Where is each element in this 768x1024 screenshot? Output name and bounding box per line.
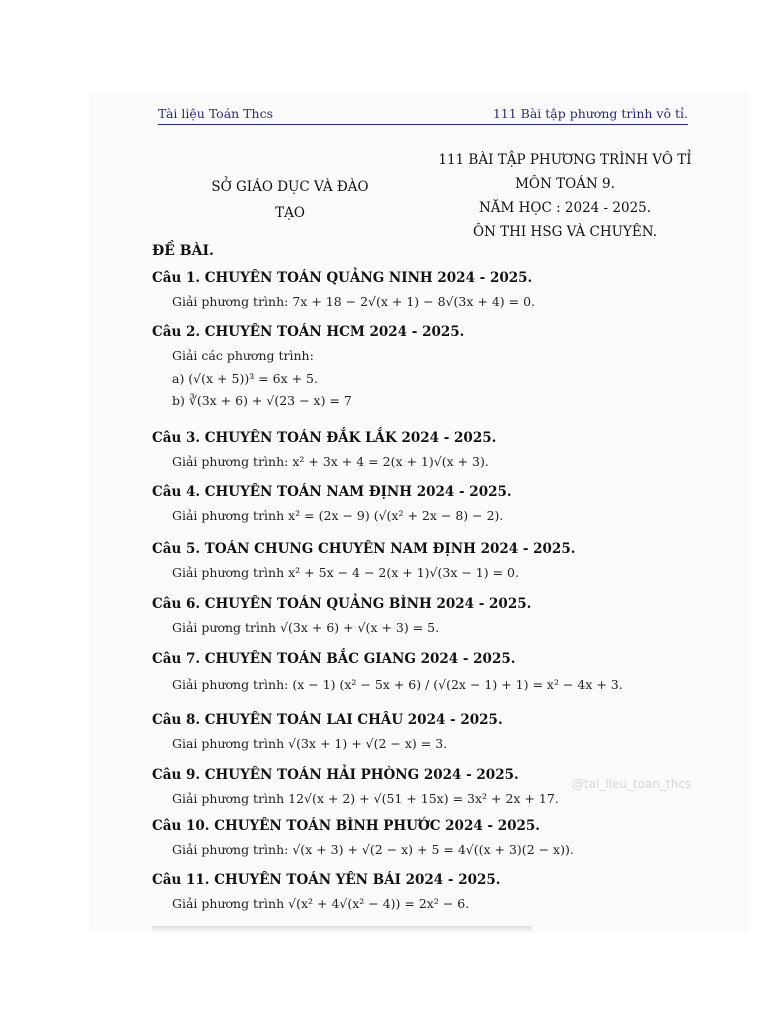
running-header bbox=[158, 106, 688, 125]
issuer-title bbox=[160, 174, 420, 226]
question-text: Giải phương trình: (x − 1) (x² − 5x + 6) / (√(2x − 1) + 1) = x² − 4x + 3. bbox=[172, 677, 623, 692]
issuer-line-2: TẠO bbox=[275, 205, 305, 221]
question-title: Câu 3. CHUYÊN TOÁN ĐẮK LẮK 2024 - 2025. bbox=[152, 430, 497, 446]
question-text: Giải phương trình √(x² + 4√(x² − 4)) = 2x² − 6. bbox=[172, 896, 470, 911]
question-part-b: b) ∛(3x + 6) + √(23 − x) = 7 bbox=[172, 393, 352, 408]
question-title: Câu 8. CHUYÊN TOÁN LAI CHÂU 2024 - 2025. bbox=[152, 712, 503, 728]
header-left: Tài liệu Toán Thcs bbox=[158, 106, 273, 121]
question-title: Câu 5. TOÁN CHUNG CHUYÊN NAM ĐỊNH 2024 - 2025. bbox=[152, 541, 576, 557]
question-text: Giải phương trình: 7x + 18 − 2√(x + 1) − 8√(3x + 4) = 0. bbox=[172, 294, 536, 309]
question-7 bbox=[152, 651, 752, 692]
question-title: Câu 2. CHUYÊN TOÁN HCM 2024 - 2025. bbox=[152, 324, 465, 340]
watermark: @tai_lieu_toan_thcs bbox=[572, 777, 692, 791]
question-text: Giải phương trình x² + 5x − 4 − 2(x + 1)√(3x − 1) = 0. bbox=[172, 565, 519, 580]
question-text: Giai phương trình √(3x + 1) + √(2 − x) = 3. bbox=[172, 736, 448, 751]
header-right: 111 Bài tập phương trình vô tỉ. bbox=[492, 106, 688, 121]
doc-title-line-2: MÔN TOÁN 9. bbox=[515, 176, 615, 192]
question-text: Giải các phương trình: bbox=[172, 348, 314, 363]
question-title: Câu 4. CHUYÊN TOÁN NAM ĐỊNH 2024 - 2025. bbox=[152, 484, 512, 500]
question-1 bbox=[152, 270, 752, 309]
issuer-line-1: SỞ GIÁO DỤC VÀ ĐÀO bbox=[211, 179, 369, 195]
question-5 bbox=[152, 541, 752, 580]
question-text: Giải phương trình x² = (2x − 9) (√(x² + 2x − 8) − 2). bbox=[172, 508, 504, 523]
question-part-a: a) (√(x + 5))³ = 6x + 5. bbox=[172, 371, 318, 386]
document-title bbox=[400, 148, 730, 244]
question-text: Giải pương trình √(3x + 6) + √(x + 3) = 5. bbox=[172, 620, 440, 635]
doc-title-line-1: 111 BÀI TẬP PHƯƠNG TRÌNH VÔ TỈ bbox=[438, 152, 692, 168]
question-text: Giải phương trình: √(x + 3) + √(2 − x) + 5 = 4√((x + 3)(2 − x)). bbox=[172, 842, 574, 857]
question-10 bbox=[152, 818, 752, 857]
doc-title-line-4: ÔN THI HSG VÀ CHUYÊN. bbox=[472, 224, 658, 240]
question-4 bbox=[152, 484, 752, 523]
question-2 bbox=[152, 324, 752, 408]
question-11 bbox=[152, 872, 752, 911]
question-text: Giải phương trình: x² + 3x + 4 = 2(x + 1)√(x + 3). bbox=[172, 454, 489, 469]
question-6 bbox=[152, 596, 752, 635]
question-8 bbox=[152, 712, 752, 751]
doc-title-line-3: NĂM HỌC : 2024 - 2025. bbox=[478, 200, 652, 216]
question-title: Câu 11. CHUYÊN TOÁN YÊN BÁI 2024 - 2025. bbox=[152, 872, 501, 888]
section-title: ĐỀ BÀI. bbox=[152, 243, 214, 259]
question-title: Câu 6. CHUYÊN TOÁN QUẢNG BÌNH 2024 - 2025. bbox=[152, 596, 532, 612]
question-title: Câu 7. CHUYÊN TOÁN BẮC GIANG 2024 - 2025. bbox=[152, 651, 516, 667]
question-3 bbox=[152, 430, 752, 469]
question-title: Câu 1. CHUYÊN TOÁN QUẢNG NINH 2024 - 2025. bbox=[152, 270, 533, 286]
question-text: Giải phương trình 12√(x + 2) + √(51 + 15x) = 3x² + 2x + 17. bbox=[172, 791, 559, 806]
question-title: Câu 10. CHUYÊN TOÁN BÌNH PHƯỚC 2024 - 2025. bbox=[152, 818, 541, 834]
question-title: Câu 9. CHUYÊN TOÁN HẢI PHÒNG 2024 - 2025. bbox=[152, 767, 519, 783]
cut-off-line bbox=[152, 926, 532, 932]
